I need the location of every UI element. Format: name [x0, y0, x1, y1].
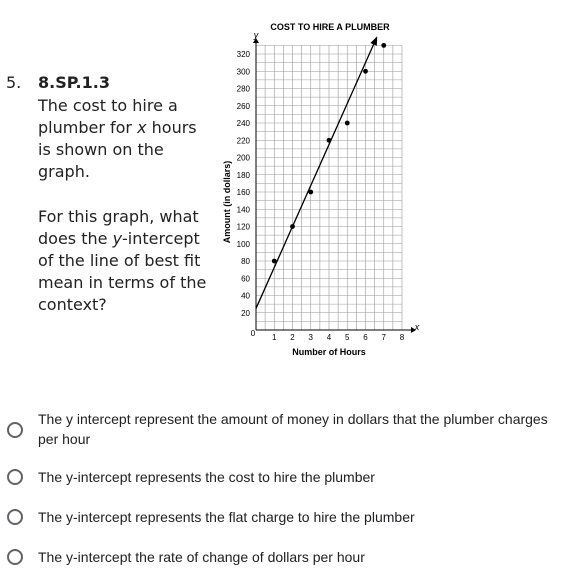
x-tick-label: 2 — [290, 333, 295, 342]
chart-tick-labels — [237, 50, 405, 342]
y-axis-label: Amount (in dollars) — [222, 160, 232, 244]
radio-button-4[interactable] — [7, 549, 23, 565]
choice-label-2: The y-intercept represents the cost to hire the plumber — [38, 469, 375, 485]
y-axis-letter: y — [253, 30, 259, 40]
prompt-text-after: hours is shown on the graph. — [38, 118, 197, 181]
data-point — [327, 138, 332, 143]
y-tick-label: 100 — [236, 239, 250, 249]
ask-variable-y: y — [112, 229, 123, 248]
y-tick-label: 200 — [236, 153, 250, 163]
question-number: 5. — [6, 73, 22, 92]
data-point — [290, 224, 295, 229]
y-tick-label: 280 — [236, 84, 250, 94]
data-point — [363, 69, 368, 74]
standard-code: 8.SP.1.3 — [38, 73, 110, 92]
chart-title: COST TO HIRE A PLUMBER — [270, 22, 390, 32]
origin-label: 0 — [250, 329, 256, 338]
chart-axes — [253, 38, 416, 333]
prompt-variable-x: x — [137, 118, 147, 137]
prompt-text-before: The cost to hire a plumber for — [38, 96, 178, 137]
x-tick-label: 5 — [345, 333, 350, 342]
y-tick-label: 220 — [236, 136, 250, 146]
x-tick-label: 4 — [326, 333, 332, 342]
x-tick-label: 8 — [399, 333, 405, 342]
question-prompt — [38, 95, 210, 183]
x-tick-label: 7 — [381, 333, 386, 342]
x-axis-label: Number of Hours — [292, 347, 366, 357]
cost-chart — [215, 14, 425, 364]
y-tick-label: 120 — [236, 222, 250, 232]
y-tick-label: 160 — [236, 188, 250, 197]
data-point — [381, 43, 386, 48]
y-tick-label: 40 — [241, 291, 250, 301]
choice-label-1: The y intercept represent the amount of money in dollars that the plumber charges per hour — [38, 411, 548, 447]
y-tick-label: 180 — [236, 170, 250, 180]
choice-label-3: The y-intercept represents the flat charge to hire the plumber — [38, 509, 415, 525]
radio-button-1[interactable] — [7, 422, 23, 438]
y-tick-label: 80 — [241, 257, 250, 266]
data-point — [272, 259, 277, 264]
y-tick-label: 260 — [236, 101, 250, 111]
x-tick-label: 3 — [308, 333, 313, 342]
radio-button-3[interactable] — [7, 509, 23, 525]
radio-button-2[interactable] — [7, 469, 23, 485]
y-tick-label: 300 — [236, 67, 250, 77]
y-tick-label: 20 — [241, 308, 250, 318]
data-point — [308, 190, 313, 195]
best-fit-arrow-icon — [370, 36, 377, 46]
data-point — [345, 121, 350, 126]
y-tick-label: 240 — [236, 119, 250, 128]
x-tick-label: 1 — [272, 333, 277, 342]
choice-label-4: The y-intercept the rate of change of dollars per hour — [38, 549, 365, 565]
y-tick-label: 140 — [236, 205, 250, 215]
x-axis-letter: x — [414, 322, 420, 332]
chart-grid — [256, 45, 402, 330]
y-tick-label: 320 — [236, 50, 250, 59]
ask-text-after: -intercept of the line of best fit mean in terms of the context? — [38, 229, 207, 314]
x-tick-label: 6 — [363, 333, 368, 342]
ask-text-before: For this graph, what does the — [38, 207, 199, 248]
y-tick-label: 60 — [241, 274, 250, 284]
question-ask — [38, 206, 210, 316]
